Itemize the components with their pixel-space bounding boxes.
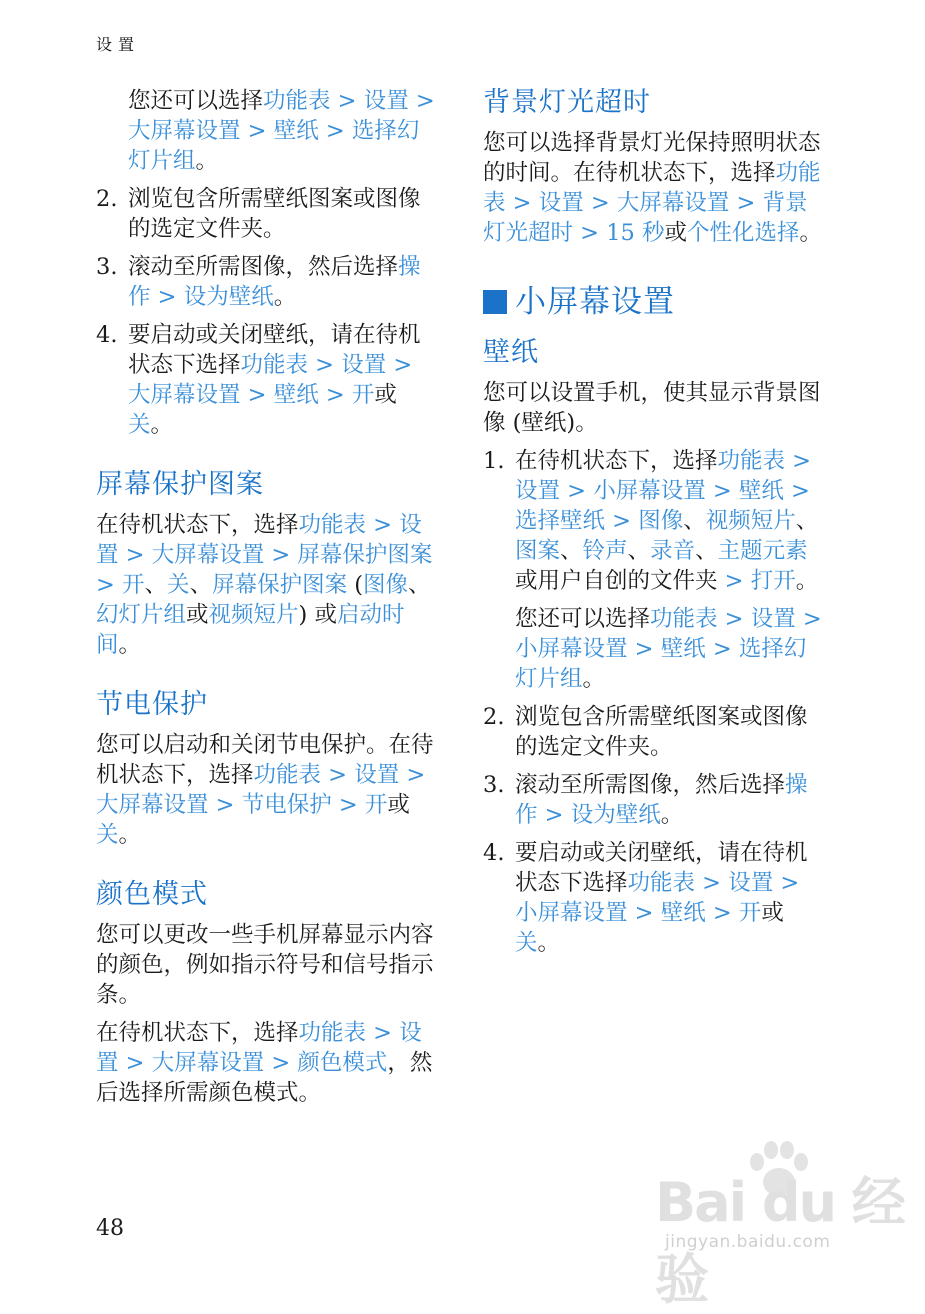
menu-path-term: 壁纸	[660, 900, 706, 926]
menu-path-term: 设置	[728, 870, 774, 896]
body-text: 或	[186, 602, 209, 628]
body-text: 浏览包含所需壁纸图案或图像的选定文件夹。	[515, 704, 808, 760]
body-text: (	[347, 572, 364, 598]
list-item	[96, 320, 441, 440]
menu-path-term: 大屏幕设置	[151, 542, 265, 568]
menu-path-term: 节电保护	[241, 792, 332, 818]
menu-path-term: 壁纸	[273, 118, 319, 144]
body-text: 在待机状态下，选择	[96, 512, 299, 538]
list-item-number: 2.	[96, 186, 118, 212]
list-item	[96, 252, 441, 312]
menu-path-term: 幻灯片组	[96, 602, 187, 628]
color-mode-paragraph-2	[96, 1018, 441, 1108]
backlight-paragraph	[483, 128, 828, 248]
path-separator: >	[783, 478, 810, 504]
menu-path-term: 设置	[354, 762, 400, 788]
menu-path-term: 功能表	[298, 512, 367, 538]
body-text: 、	[408, 572, 431, 598]
body-text: 、	[627, 538, 651, 564]
menu-path-term: 大屏幕设置	[128, 382, 241, 408]
path-separator: >	[705, 636, 739, 662]
menu-path-term: 屏幕保护图案	[297, 542, 433, 568]
menu-path-term: 关	[96, 822, 119, 848]
menu-path-term: 操作	[128, 254, 421, 310]
body-text: 或	[374, 382, 397, 408]
menu-path-term: 壁纸	[273, 382, 319, 408]
body-text: 您可以启动和关闭节电保护。在待机状态下，选择	[96, 732, 434, 788]
menu-path-term: 关	[515, 930, 538, 956]
body-text: 或	[761, 900, 784, 926]
menu-path-term: 设置	[96, 512, 422, 568]
menu-path-term: 图像	[638, 508, 684, 534]
path-separator: >	[573, 220, 607, 246]
menu-path-term: 图像	[363, 572, 409, 598]
body-text: 您可以选择背景灯光保持照明状态的时间。在待机状态下，选择	[483, 130, 821, 186]
menu-path-term: 个性化选择	[687, 220, 800, 246]
menu-path-term: 功能表	[240, 352, 309, 378]
menu-path-term: 选择幻灯片组	[128, 118, 420, 174]
path-separator: >	[537, 802, 571, 828]
watermark-brand: Bai du 经验	[655, 1171, 904, 1311]
menu-path-term: 设置	[538, 190, 584, 216]
path-separator: >	[408, 88, 435, 114]
list-item-number: 3.	[483, 772, 505, 798]
menu-path-term: 大屏幕设置	[128, 118, 241, 144]
path-separator: >	[264, 1050, 298, 1076]
menu-path-term: 主题元素	[717, 538, 808, 564]
wallpaper-alt-paragraph-right	[483, 604, 828, 694]
menu-path-term: 录音	[650, 538, 696, 564]
body-text: 您可以设置手机，使其显示背景图像 (壁纸)。	[483, 380, 821, 436]
menu-path-term: 大屏幕设置	[151, 1050, 265, 1076]
menu-path-term: 功能表	[298, 1020, 367, 1046]
list-item	[96, 184, 441, 244]
list-item	[483, 838, 828, 958]
path-separator: >	[308, 352, 342, 378]
body-text: 、	[144, 572, 168, 598]
body-text: 或用户自创的文件夹	[515, 568, 718, 594]
body-text: 、	[683, 508, 706, 534]
path-separator: >	[627, 900, 661, 926]
path-separator: >	[627, 636, 661, 662]
body-text: ) 或	[298, 602, 337, 628]
menu-path-term: 15 秒	[606, 220, 665, 246]
path-separator: >	[240, 118, 274, 144]
powersave-paragraph	[96, 730, 441, 850]
menu-path-term: 屏幕保护图案	[212, 572, 348, 598]
menu-path-term: 关	[128, 412, 151, 438]
path-separator: >	[331, 792, 365, 818]
menu-path-term: 图案	[515, 538, 561, 564]
menu-path-term: 设为壁纸	[183, 284, 274, 310]
list-item-number: 1.	[483, 448, 505, 474]
body-text: 在待机状态下，选择	[515, 448, 718, 474]
body-text: 滚动至所需图像，然后选择	[128, 254, 399, 280]
list-item	[483, 702, 828, 762]
square-bullet-icon	[483, 290, 507, 314]
body-text: 、	[560, 538, 583, 564]
menu-path-term: 功能表	[253, 762, 322, 788]
path-separator: >	[264, 542, 298, 568]
list-item-number: 3.	[96, 254, 118, 280]
body-text: 滚动至所需图像，然后选择	[515, 772, 786, 798]
list-item-number: 4.	[483, 840, 505, 866]
baidu-watermark	[655, 1140, 905, 1311]
path-separator: >	[785, 448, 812, 474]
wallpaper-paragraph	[483, 378, 828, 438]
menu-path-term: 设为壁纸	[570, 802, 661, 828]
body-text: 。	[118, 632, 142, 658]
menu-path-term: 大屏幕设置	[96, 792, 209, 818]
body-text: 。	[537, 930, 561, 956]
path-separator: >	[330, 88, 364, 114]
wallpaper-heading: 壁纸	[483, 337, 539, 368]
menu-path-term: 操作	[515, 772, 808, 828]
menu-path-term: 壁纸	[660, 636, 706, 662]
path-separator: >	[318, 118, 352, 144]
path-separator: >	[366, 1020, 400, 1046]
list-item-number: 2.	[483, 704, 505, 730]
body-text: 要启动或关闭壁纸，请在待机状态下选择	[515, 840, 808, 896]
left-column	[96, 86, 441, 1116]
small-screen-heading	[483, 282, 828, 322]
body-text: 您可以更改一些手机屏幕显示内容的颜色，例如指示符号和信号指示条。	[96, 922, 434, 1008]
color-mode-heading: 颜色模式	[96, 879, 208, 910]
menu-path-term: 设置	[750, 606, 796, 632]
menu-path-term: 功能表	[627, 870, 696, 896]
menu-path-term: 功能表	[263, 88, 331, 114]
body-text: 在待机状态下，选择	[96, 1020, 299, 1046]
page-number: 48	[96, 1216, 124, 1241]
list-item-number: 4.	[96, 322, 118, 348]
body-text: 、	[795, 508, 819, 534]
path-separator: >	[695, 870, 729, 896]
body-text: 。	[273, 284, 297, 310]
path-separator: >	[118, 1050, 152, 1076]
path-separator: >	[717, 568, 751, 594]
path-separator: >	[729, 190, 763, 216]
path-separator: >	[773, 870, 800, 896]
body-text: 。	[795, 568, 819, 594]
body-text: 。	[195, 148, 219, 174]
body-text: ，然后选择所需颜色模式。	[96, 1050, 433, 1106]
path-separator: >	[208, 792, 242, 818]
menu-path-term: 设置	[341, 352, 387, 378]
menu-path-term: 开	[738, 900, 762, 926]
path-separator: >	[318, 382, 352, 408]
menu-path-term: 设置	[515, 478, 561, 504]
powersave-heading: 节电保护	[96, 689, 208, 720]
menu-path-term: 功能表	[650, 606, 718, 632]
wallpaper-alt-paragraph	[96, 86, 441, 176]
menu-path-term: 颜色模式	[297, 1050, 388, 1076]
path-separator: >	[240, 382, 274, 408]
right-steps-1	[483, 446, 828, 596]
path-separator: >	[717, 606, 751, 632]
path-separator: >	[150, 284, 184, 310]
path-separator: >	[118, 542, 152, 568]
body-text: 、	[695, 538, 718, 564]
path-separator: >	[560, 478, 594, 504]
menu-path-term: 小屏幕设置	[515, 900, 628, 926]
menu-path-term: 铃声	[582, 538, 628, 564]
menu-path-term: 打开	[750, 568, 796, 594]
body-text: 。	[118, 822, 142, 848]
path-separator: >	[505, 190, 539, 216]
color-mode-paragraph-1	[96, 920, 441, 1010]
menu-path-term: 功能表	[483, 160, 821, 216]
body-text: 、	[189, 572, 213, 598]
body-text: 浏览包含所需壁纸图案或图像的选定文件夹。	[128, 186, 421, 242]
menu-path-term: 开	[351, 382, 375, 408]
running-header: 设置	[96, 35, 141, 54]
menu-path-term: 背景灯光超时	[483, 190, 808, 246]
menu-path-term: 开	[364, 792, 388, 818]
menu-path-term: 开	[122, 572, 145, 598]
menu-path-term: 小屏幕设置	[515, 636, 628, 662]
screensaver-heading: 屏幕保护图案	[96, 469, 264, 500]
path-separator: >	[583, 190, 617, 216]
menu-path-term: 功能表	[717, 448, 786, 474]
path-separator: >	[705, 478, 739, 504]
menu-path-term: 设置	[96, 1020, 422, 1076]
menu-path-term: 视频短片	[705, 508, 796, 534]
path-separator: >	[366, 512, 400, 538]
body-text: 或	[664, 220, 687, 246]
backlight-heading: 背景灯光超时	[483, 87, 651, 118]
body-text: 。	[582, 666, 606, 692]
body-text: 。	[660, 802, 684, 828]
list-item	[483, 770, 828, 830]
small-screen-title: 小屏幕设置	[515, 284, 675, 320]
path-separator: >	[795, 606, 822, 632]
menu-path-term: 选择壁纸	[515, 508, 606, 534]
menu-path-term: 设置	[363, 88, 409, 114]
body-text: 您还可以选择	[128, 88, 264, 114]
left-steps	[96, 184, 441, 440]
body-text: 。	[799, 220, 823, 246]
path-separator: >	[96, 572, 123, 598]
menu-path-term: 大屏幕设置	[616, 190, 730, 216]
path-separator: >	[705, 900, 739, 926]
path-separator: >	[399, 762, 426, 788]
path-separator: >	[321, 762, 355, 788]
body-text: 或	[387, 792, 410, 818]
menu-path-term: 小屏幕设置	[593, 478, 706, 504]
body-text: 您还可以选择	[515, 606, 651, 632]
right-column	[483, 86, 828, 966]
right-steps-2	[483, 702, 828, 958]
body-text: 。	[150, 412, 174, 438]
menu-path-term: 选择幻灯片组	[515, 636, 807, 692]
path-separator: >	[605, 508, 639, 534]
watermark-url: jingyan.baidu.com	[665, 1232, 831, 1252]
list-item	[483, 446, 828, 596]
body-text: 要启动或关闭壁纸，请在待机状态下选择	[128, 322, 421, 378]
menu-path-term: 壁纸	[738, 478, 784, 504]
menu-path-term: 关	[167, 572, 190, 598]
screensaver-paragraph	[96, 510, 441, 660]
path-separator: >	[386, 352, 413, 378]
menu-path-term: 启动时间	[96, 602, 405, 658]
menu-path-term: 视频短片	[208, 602, 299, 628]
